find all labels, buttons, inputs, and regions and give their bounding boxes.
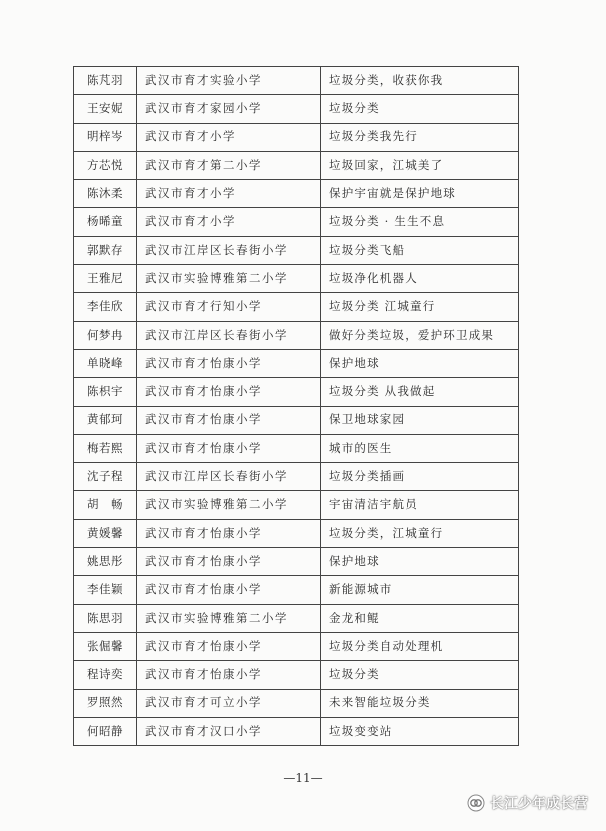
artwork-title-cell: 垃圾分类，江城童行 xyxy=(321,519,519,547)
table-row xyxy=(74,632,519,660)
artwork-title-cell: 垃圾分类飞船 xyxy=(321,236,519,264)
artwork-title-cell: 垃圾变变站 xyxy=(321,717,519,745)
school-cell: 武汉市育才怡康小学 xyxy=(137,406,321,434)
table-row xyxy=(74,349,519,377)
school-cell: 武汉市江岸区长春街小学 xyxy=(137,321,321,349)
artwork-title-cell: 垃圾分类 江城童行 xyxy=(321,293,519,321)
watermark xyxy=(467,793,588,813)
school-cell: 武汉市育才汉口小学 xyxy=(137,717,321,745)
student-name-cell: 李佳欣 xyxy=(74,293,137,321)
table-row xyxy=(74,180,519,208)
school-cell: 武汉市育才怡康小学 xyxy=(137,576,321,604)
school-cell: 武汉市育才行知小学 xyxy=(137,293,321,321)
student-name-cell: 李佳颖 xyxy=(74,576,137,604)
school-cell: 武汉市育才家园小学 xyxy=(137,95,321,123)
student-name-cell: 郭默存 xyxy=(74,236,137,264)
table-row xyxy=(74,689,519,717)
student-name-cell: 明梓岑 xyxy=(74,123,137,151)
table-row xyxy=(74,67,519,95)
artwork-title-cell: 保护地球 xyxy=(321,349,519,377)
school-cell: 武汉市江岸区长春街小学 xyxy=(137,236,321,264)
table-row xyxy=(74,491,519,519)
table-row xyxy=(74,576,519,604)
artwork-title-cell: 垃圾分类 xyxy=(321,95,519,123)
student-name-cell: 陈思羽 xyxy=(74,604,137,632)
artwork-title-cell: 垃圾分类，收获你我 xyxy=(321,67,519,95)
artwork-title-cell: 未来智能垃圾分类 xyxy=(321,689,519,717)
student-name-cell: 黄媛馨 xyxy=(74,519,137,547)
artwork-title-cell: 垃圾回家，江城美了 xyxy=(321,151,519,179)
school-cell: 武汉市育才怡康小学 xyxy=(137,378,321,406)
school-cell: 武汉市育才怡康小学 xyxy=(137,434,321,462)
school-cell: 武汉市育才怡康小学 xyxy=(137,632,321,660)
student-name-cell: 陈芃羽 xyxy=(74,67,137,95)
watermark-text: 长江少年成长营 xyxy=(490,796,588,812)
student-name-cell: 程诗奕 xyxy=(74,661,137,689)
artwork-title-cell: 做好分类垃圾，爱护环卫成果 xyxy=(321,321,519,349)
student-name-cell: 胡 畅 xyxy=(74,491,137,519)
table-row xyxy=(74,406,519,434)
artwork-title-cell: 垃圾分类我先行 xyxy=(321,123,519,151)
table-row xyxy=(74,661,519,689)
table-row xyxy=(74,265,519,293)
student-name-cell: 陈沐柔 xyxy=(74,180,137,208)
school-cell: 武汉市育才小学 xyxy=(137,180,321,208)
student-name-cell: 何昭静 xyxy=(74,717,137,745)
school-cell: 武汉市育才实验小学 xyxy=(137,67,321,95)
table-row xyxy=(74,208,519,236)
student-name-cell: 沈子程 xyxy=(74,463,137,491)
artwork-title-cell: 垃圾分类 · 生生不息 xyxy=(321,208,519,236)
artwork-title-cell: 保护宇宙就是保护地球 xyxy=(321,180,519,208)
school-cell: 武汉市实验博雅第二小学 xyxy=(137,265,321,293)
artwork-title-cell: 宇宙清洁宇航员 xyxy=(321,491,519,519)
table-row xyxy=(74,548,519,576)
school-cell: 武汉市育才可立小学 xyxy=(137,689,321,717)
school-cell: 武汉市育才小学 xyxy=(137,123,321,151)
school-cell: 武汉市育才怡康小学 xyxy=(137,519,321,547)
student-name-cell: 姚思彤 xyxy=(74,548,137,576)
artwork-title-cell: 垃圾分类插画 xyxy=(321,463,519,491)
award-roster-table xyxy=(73,66,519,746)
wechat-official-account-icon xyxy=(467,794,485,812)
table-row xyxy=(74,236,519,264)
artwork-title-cell: 保卫地球家园 xyxy=(321,406,519,434)
table-row xyxy=(74,717,519,745)
table-row xyxy=(74,321,519,349)
artwork-title-cell: 垃圾分类自动处理机 xyxy=(321,632,519,660)
student-name-cell: 张倔馨 xyxy=(74,632,137,660)
student-name-cell: 王雅尼 xyxy=(74,265,137,293)
table-row xyxy=(74,378,519,406)
roster-body xyxy=(74,67,519,746)
table-row xyxy=(74,604,519,632)
student-name-cell: 单晓峰 xyxy=(74,349,137,377)
school-cell: 武汉市育才怡康小学 xyxy=(137,661,321,689)
school-cell: 武汉市育才小学 xyxy=(137,208,321,236)
student-name-cell: 何梦冉 xyxy=(74,321,137,349)
table-row xyxy=(74,434,519,462)
artwork-title-cell: 垃圾净化机器人 xyxy=(321,265,519,293)
student-name-cell: 陈枳宇 xyxy=(74,378,137,406)
table-row xyxy=(74,293,519,321)
table-row xyxy=(74,519,519,547)
artwork-title-cell: 城市的医生 xyxy=(321,434,519,462)
artwork-title-cell: 保护地球 xyxy=(321,548,519,576)
student-name-cell: 方芯悦 xyxy=(74,151,137,179)
school-cell: 武汉市江岸区长春街小学 xyxy=(137,463,321,491)
student-name-cell: 王安妮 xyxy=(74,95,137,123)
school-cell: 武汉市育才怡康小学 xyxy=(137,548,321,576)
school-cell: 武汉市实验博雅第二小学 xyxy=(137,604,321,632)
page-number: —11— xyxy=(283,771,323,785)
student-name-cell: 梅若熙 xyxy=(74,434,137,462)
artwork-title-cell: 金龙和鲲 xyxy=(321,604,519,632)
student-name-cell: 罗照然 xyxy=(74,689,137,717)
artwork-title-cell: 垃圾分类 xyxy=(321,661,519,689)
school-cell: 武汉市育才怡康小学 xyxy=(137,349,321,377)
school-cell: 武汉市育才第二小学 xyxy=(137,151,321,179)
school-cell: 武汉市实验博雅第二小学 xyxy=(137,491,321,519)
table-row xyxy=(74,95,519,123)
artwork-title-cell: 新能源城市 xyxy=(321,576,519,604)
artwork-title-cell: 垃圾分类 从我做起 xyxy=(321,378,519,406)
student-name-cell: 杨晞童 xyxy=(74,208,137,236)
table-row xyxy=(74,463,519,491)
table-row xyxy=(74,123,519,151)
table-row xyxy=(74,151,519,179)
student-name-cell: 黄郁珂 xyxy=(74,406,137,434)
